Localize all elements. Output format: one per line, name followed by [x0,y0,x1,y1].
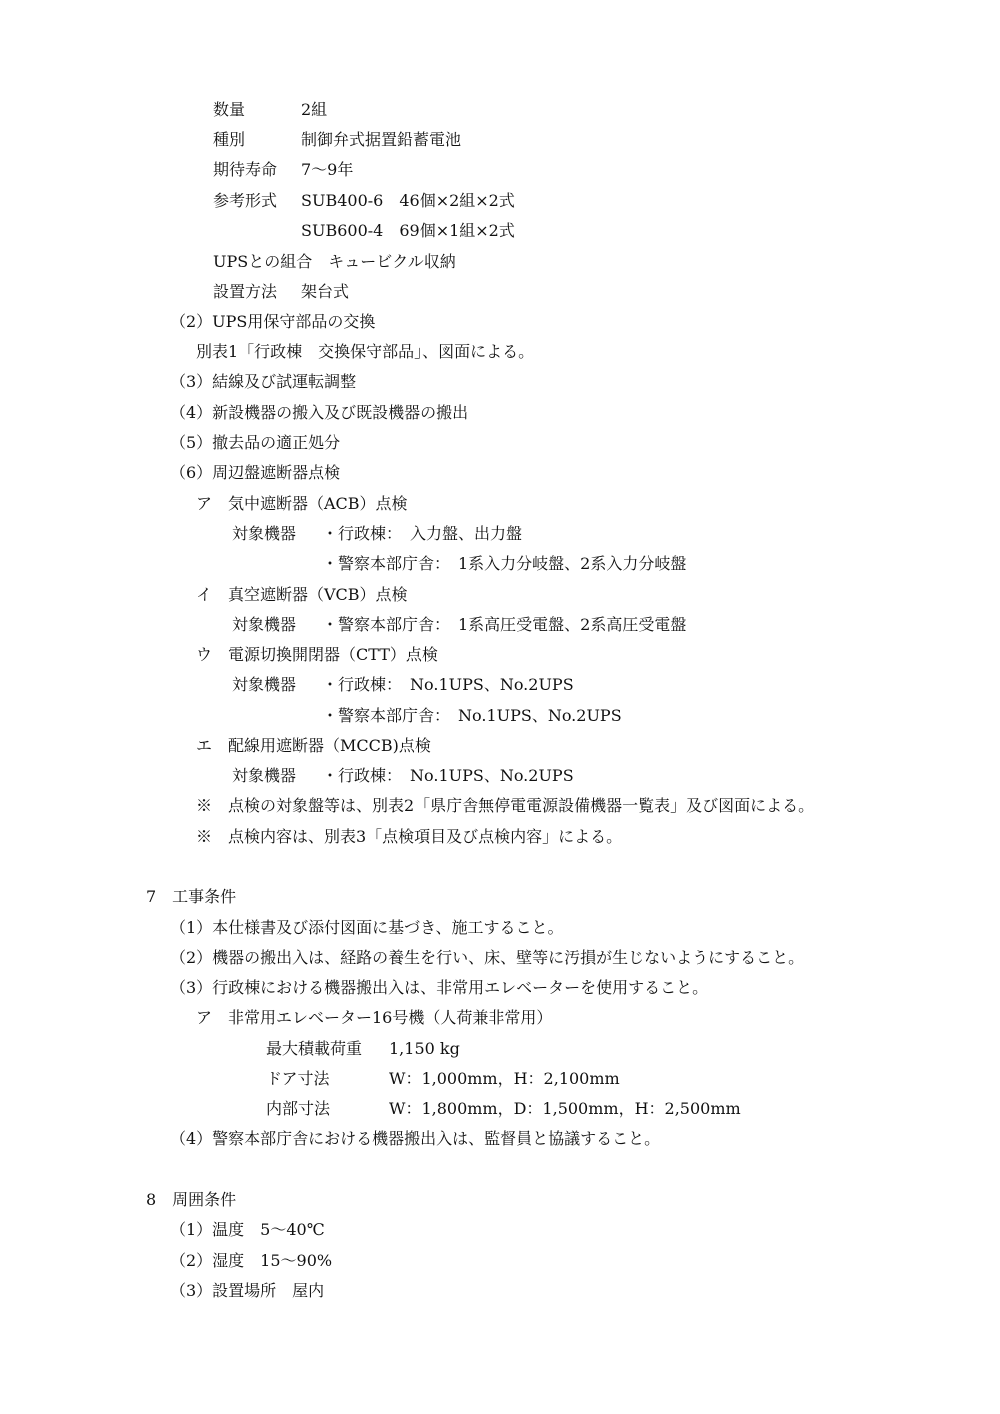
section-8-heading: 8 周囲条件 [146,1190,237,1209]
acb-target-1: ・行政棟： 入力盤、出力盤 [322,524,523,543]
model-label: 参考形式 [213,191,278,210]
model-line-2: SUB600-4 69個×1組×2式 [301,221,515,240]
ctt-title: ウ 電源切換開閉器（CTT）点検 [196,645,438,664]
item-6-breaker-inspection: （6）周辺盤遮断器点検 [170,463,341,482]
life-value: 7～9年 [301,160,354,179]
condition-4: （4）警察本部庁舎における機器搬出入は、監督員と協議すること。 [170,1129,661,1148]
quantity-label: 数量 [213,100,246,119]
vcb-target-label: 対象機器 [232,615,297,634]
vcb-target-1: ・警察本部庁舎： 1系高圧受電盤、2系高圧受電盤 [322,615,687,634]
life-label: 期待寿命 [213,160,278,179]
type-value: 制御弁式据置鉛蓄電池 [301,130,462,149]
ctt-target-1: ・行政棟： No.1UPS、No.2UPS [322,675,574,694]
max-load-value: 1,150 kg [389,1039,460,1058]
ctt-target-label: 対象機器 [232,675,297,694]
condition-2: （2）機器の搬出入は、経路の養生を行い、床、壁等に汚損が生じないようにすること。 [170,948,805,967]
section-7-heading: 7 工事条件 [146,887,237,906]
door-size-label: ドア寸法 [266,1069,330,1088]
max-load-label: 最大積載荷重 [266,1039,363,1058]
install-value: 架台式 [301,282,350,301]
elevator-line: ア 非常用エレベーター16号機（人荷兼非常用） [196,1008,553,1027]
inner-size-value: W：1,800mm，D：1,500mm，H：2,500mm [389,1099,741,1118]
acb-target-2: ・警察本部庁舎： 1系入力分岐盤、2系入力分岐盤 [322,554,687,573]
quantity-value: 2組 [301,100,328,119]
inner-size-label: 内部寸法 [266,1099,331,1118]
door-size-value: W：1,000mm，H：2,100mm [389,1069,620,1088]
env-humidity: （2）湿度 15～90% [170,1251,333,1270]
type-label: 種別 [213,130,246,149]
item-2-note: 別表1「行政棟 交換保守部品」、図面による。 [196,342,535,361]
env-location: （3）設置場所 屋内 [170,1281,325,1300]
env-temperature: （1）温度 5～40℃ [170,1220,325,1239]
install-label: 設置方法 [213,282,278,301]
item-3-wiring: （3）結線及び試運転調整 [170,372,357,391]
ctt-target-2: ・警察本部庁舎： No.1UPS、No.2UPS [322,706,622,725]
item-2-maintenance-parts: （2）UPS用保守部品の交換 [170,312,376,331]
note-2: ※ 点検内容は、別表3「点検項目及び点検内容」による。 [196,827,623,846]
acb-title: ア 気中遮断器（ACB）点検 [196,494,408,513]
note-1: ※ 点検の対象盤等は、別表2「県庁舎無停電電源設備機器一覧表」及び図面による。 [196,796,815,815]
item-4-delivery: （4）新設機器の搬入及び既設機器の搬出 [170,403,469,422]
acb-target-label: 対象機器 [232,524,297,543]
condition-1: （1）本仕様書及び添付図面に基づき、施工すること。 [170,918,564,937]
item-5-disposal: （5）撤去品の適正処分 [170,433,341,452]
vcb-title: イ 真空遮断器（VCB）点検 [196,585,408,604]
mccb-title: エ 配線用遮断器（MCCB)点検 [196,736,431,755]
model-line-1: SUB400-6 46個×2組×2式 [301,191,515,210]
mccb-target-label: 対象機器 [232,766,297,785]
condition-3: （3）行政棟における機器搬出入は、非常用エレベーターを使用すること。 [170,978,709,997]
mccb-target-1: ・行政棟： No.1UPS、No.2UPS [322,766,574,785]
ups-combo-line: UPSとの組合 キュービクル収納 [213,252,456,271]
